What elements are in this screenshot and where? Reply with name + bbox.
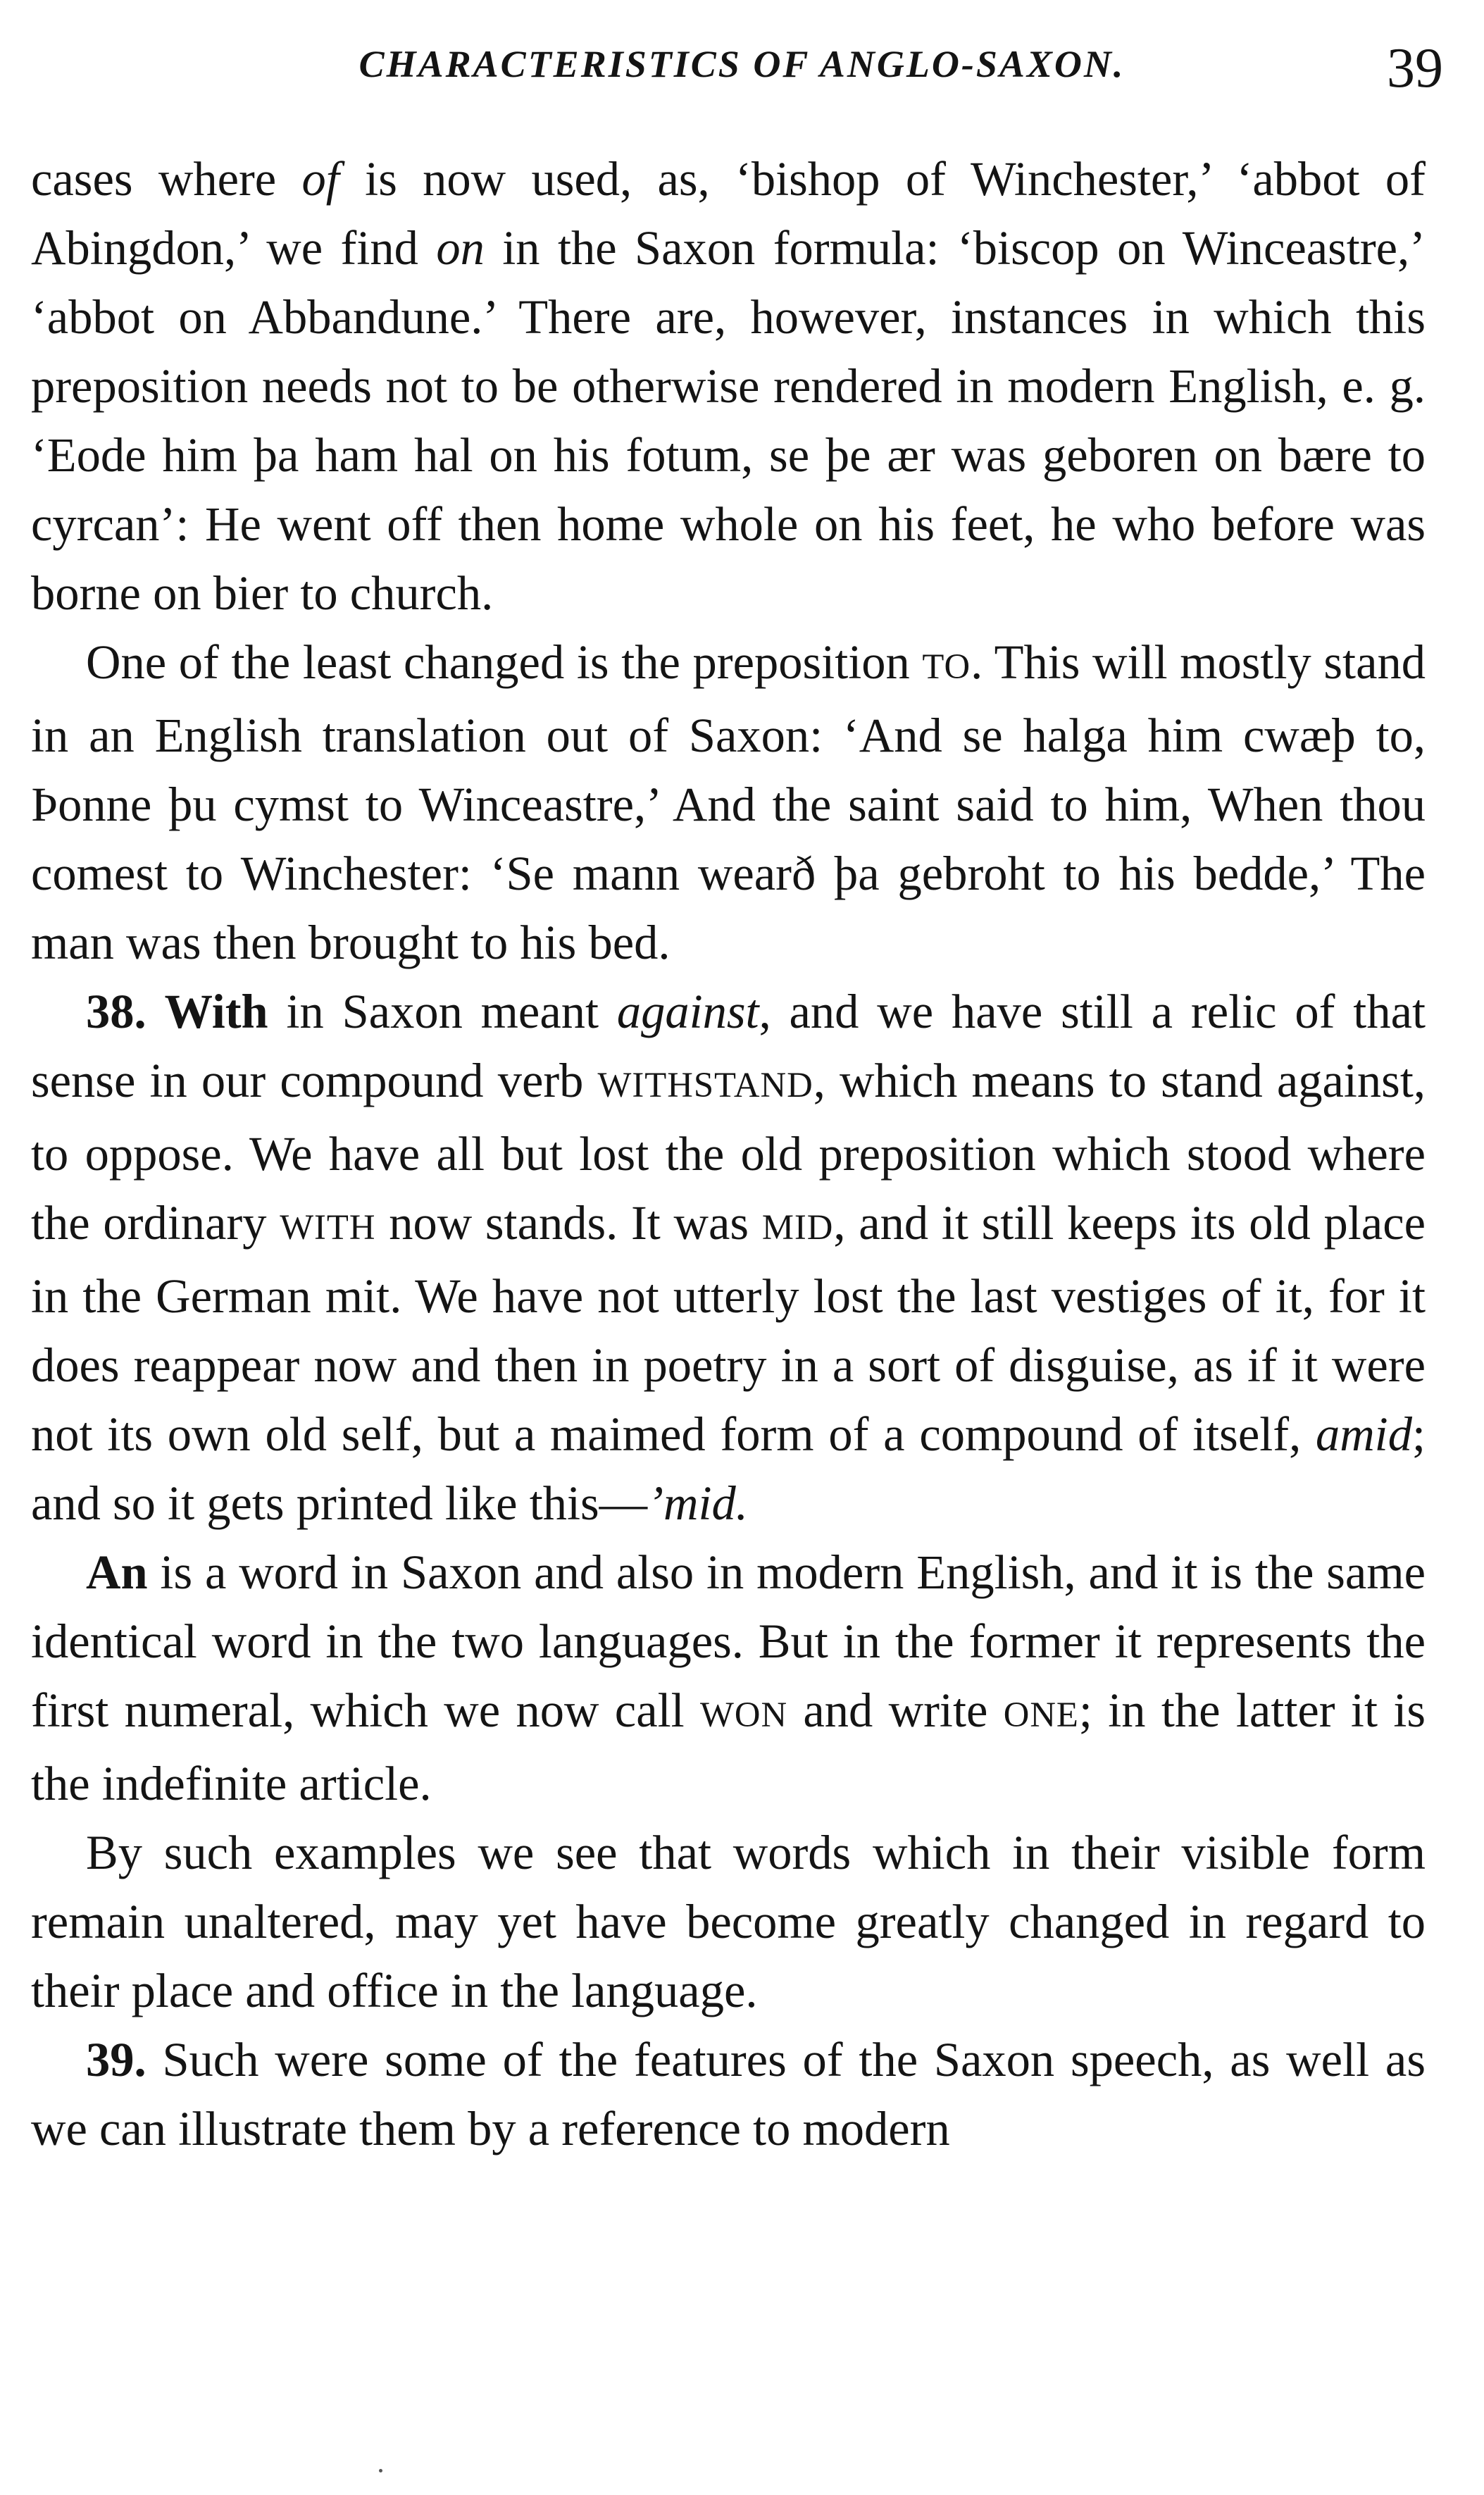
page-number: 39 [1387, 37, 1443, 99]
running-title: CHARACTERISTICS OF ANGLO-SAXON. [358, 43, 1126, 85]
text-run: , and we have still a relic of that sense in our compound verb [31, 985, 1426, 1107]
text-run: now stands. It was [375, 1196, 762, 1250]
text-run: and write [787, 1684, 1004, 1737]
text-run [146, 985, 165, 1038]
text-run: in the Saxon formula: ‘biscop on Winceastre,’ ‘abbot on Abbandune.’ There are, however, instances in which this preposition needs not to be otherwise rendered in modern English, e. g. ‘Eode him þa ham hal on his fotum, se þe ær was geboren on bære to cyrcan’: He went off then home whole on his feet, he who before was borne on bier to church. [31, 221, 1426, 620]
text-run: ; and so it gets printed like this— [31, 1407, 1426, 1530]
small-caps-term: ONE [1003, 1695, 1079, 1734]
paragraph [31, 144, 1426, 628]
text-run: cases where [31, 152, 302, 206]
text-run: One of the least changed is the preposition [86, 635, 923, 689]
small-caps-term: WON [700, 1695, 788, 1734]
text-run: , and it still keeps its old place in the German mit. We have not utterly lost the last vestiges of it, for it does reappear now and then in poetry in a sort of disguise, as if it were not its own old self, but a maimed form of a compound of itself, [31, 1196, 1426, 1461]
print-speck [379, 2469, 382, 2472]
paragraph [31, 977, 1426, 1538]
paragraph [31, 1538, 1426, 1818]
small-caps-term: WITH [280, 1207, 376, 1247]
keyword: With [164, 985, 268, 1038]
italic-term: on [436, 221, 485, 275]
section-number: 39. [86, 2033, 146, 2086]
text-run: in Saxon meant [268, 985, 617, 1038]
text-run: By such examples we see that words which in their visible form remain unaltered, may yet have become greatly changed in regard to their place and office in the language. [31, 1826, 1426, 2017]
italic-term: against [616, 985, 759, 1038]
running-head [0, 37, 1484, 114]
section-number: 38. [86, 985, 146, 1038]
text-run: is a word in Saxon and also in modern English, and it is the same identical word in the two languages. But in the former it represents the first numeral, which we now call [31, 1545, 1426, 1737]
text-run: . This will mostly stand in an English translation out of Saxon: ‘And se halga him cwæþ to, Þonne þu cymst to Winceastre,’ And the saint said to him, When thou comest to Winchester: ‘Se mann wearð þa gebroht to his bedde,’ The man was then brought to his bed. [31, 635, 1426, 969]
text-run: ; in the latter it is the indefinite article. [31, 1684, 1426, 1810]
small-caps-term: WITHSTAND [597, 1065, 813, 1105]
italic-term: ’mid. [647, 1476, 748, 1530]
body-text [31, 144, 1426, 2163]
text-run: Such were some of the features of the Saxon speech, as well as we can illustrate them by a reference to modern [31, 2033, 1426, 2155]
italic-term: of [301, 152, 339, 206]
text-run: , which means to stand against, to oppose. We have all but lost the old preposition which stood where the ordinary [31, 1054, 1426, 1250]
keyword: An [86, 1545, 148, 1599]
paragraph [31, 2025, 1426, 2163]
text-run: is now used, as, ‘bishop of Winchester,’ ‘abbot of Abingdon,’ we find [31, 152, 1426, 275]
paragraph [31, 1818, 1426, 2025]
small-caps-term: TO [922, 647, 971, 686]
small-caps-term: MID [761, 1207, 834, 1247]
italic-term: amid [1315, 1407, 1412, 1461]
paragraph [31, 628, 1426, 977]
